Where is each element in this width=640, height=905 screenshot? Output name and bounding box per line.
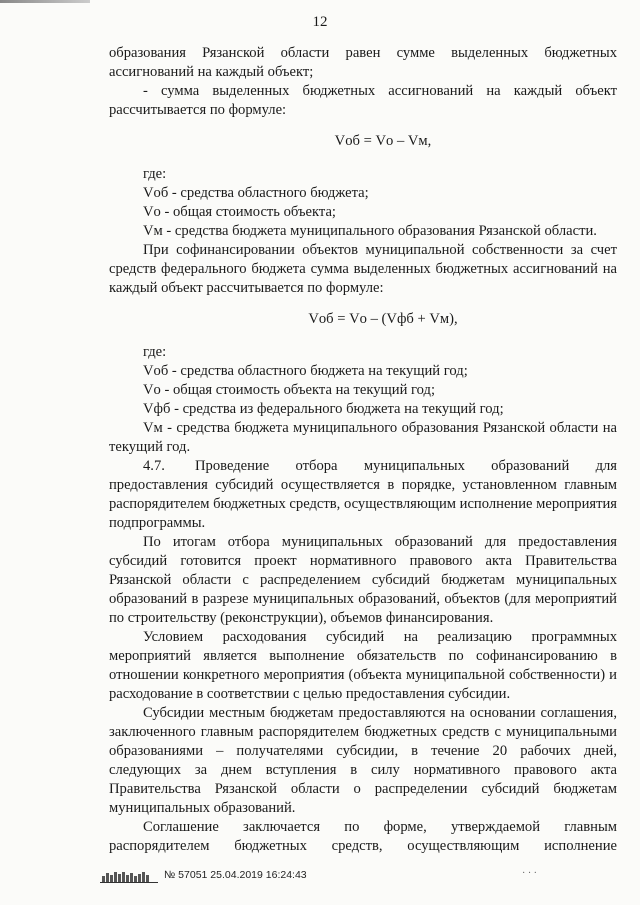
paragraph: Vм - средства бюджета муниципального образования Рязанской области на текущий год. xyxy=(109,420,617,455)
paragraph: Vм - средства бюджета муниципального образования Рязанской области. xyxy=(143,223,597,239)
paragraph: Vфб - средства из федерального бюджета на текущий год; xyxy=(143,401,504,417)
seal-icon xyxy=(100,866,158,883)
paragraph: Условием расходования субсидий на реализацию программных мероприятий является выполнение обязательств по софинансированию в отношении конкретного мероприятия (объекта муниципальной собственности) и расходование в соответствии с целью предоставления субсидии. xyxy=(109,629,617,702)
document-body xyxy=(109,44,617,856)
section-number: 4.7. xyxy=(143,458,165,474)
paragraph: Vоб - средства областного бюджета; xyxy=(143,185,369,201)
document-registration-stamp: № 57051 25.04.2019 16:24:43 xyxy=(164,868,307,881)
scan-artifact xyxy=(0,0,90,3)
paragraph: где: xyxy=(143,344,167,360)
paragraph: Vо - общая стоимость объекта на текущий год; xyxy=(143,382,436,398)
paragraph: Соглашение заключается по форме, утверждаемой главным распорядителем бюджетных средств, осуществляющим исполнение xyxy=(109,819,617,854)
paragraph: - сумма выделенных бюджетных ассигнований на каждый объект рассчитывается по формуле: xyxy=(109,83,617,118)
page-number: 12 xyxy=(312,14,328,30)
paragraph: Vо - общая стоимость объекта; xyxy=(143,204,336,220)
paragraph: При софинансировании объектов муниципальной собственности за счет средств федерального бюджета сумма выделенных бюджетных ассигнований на каждый объект рассчитывается по формуле: xyxy=(109,242,617,296)
paragraph: Vоб - средства областного бюджета на текущий год; xyxy=(143,363,468,379)
formula: Vоб = Vо – Vм, xyxy=(334,133,432,149)
section-4-7 xyxy=(109,457,617,533)
paragraph: По итогам отбора муниципальных образований для предоставления субсидий готовится проект нормативного правового акта Правительства Рязанской области с распределением субсидий бюджетам муниципальных образований в разрезе муниципальных образований, объектов (для мероприятий по строительству (реконструкции), объемов финансирования. xyxy=(109,534,617,626)
paragraph: где: xyxy=(143,166,167,182)
formula: Vоб = Vо – (Vфб + Vм), xyxy=(308,311,458,327)
paragraph: Субсидии местным бюджетам предоставляются на основании соглашения, заключенного главным распорядителем бюджетных средств с муниципальными образованиями – получателями субсидии, в течение 20 рабочих дней, следующих за днем вступления в силу нормативного правового акта Правительства Рязанской области о распределении субсидий бюджетам муниципальных образований. xyxy=(109,705,617,816)
paragraph: образования Рязанской области равен сумме выделенных бюджетных ассигнований на каждый объект; xyxy=(109,45,617,80)
footer-stamp xyxy=(100,866,307,883)
section-text: Проведение отбора муниципальных образований для предоставления субсидий осуществляется в порядке, установленном главным распорядителем бюджетных средств, осуществляющим исполнение мероприятия подпрограммы. xyxy=(109,458,618,531)
scan-marks: · · · xyxy=(522,868,537,879)
